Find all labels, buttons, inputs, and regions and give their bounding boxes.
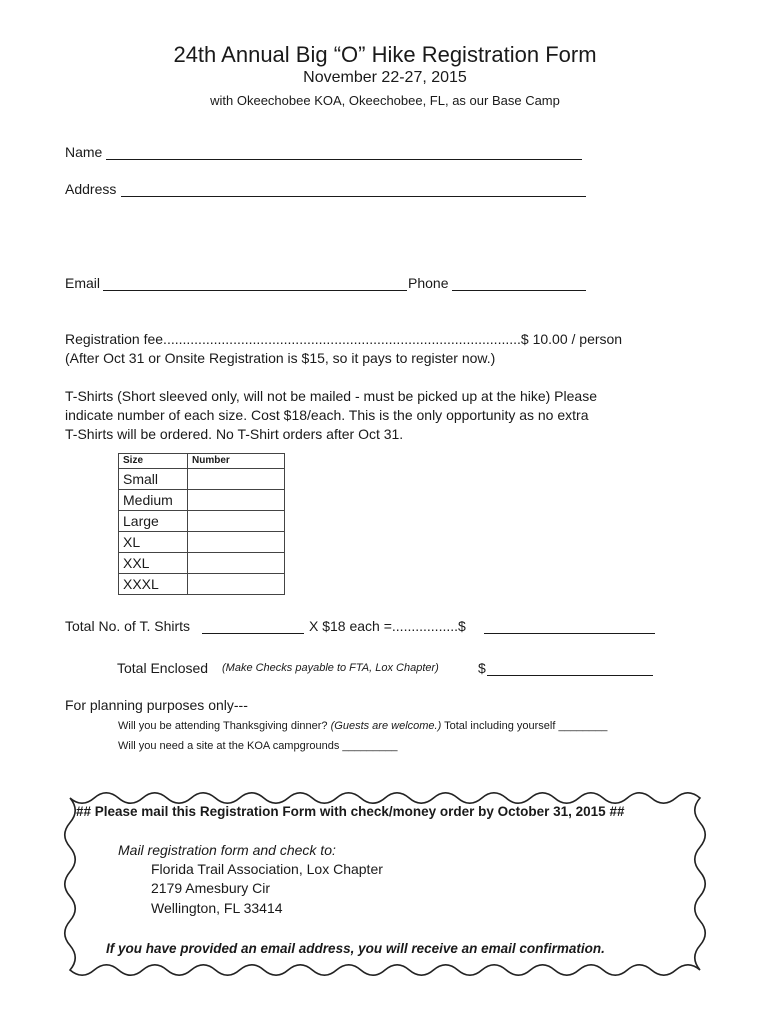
tshirt-desc-line: T-Shirts will be ordered. No T-Shirt orders after Oct 31. (65, 426, 404, 442)
address-label: Address (65, 181, 117, 197)
name-field[interactable] (106, 159, 582, 160)
table-row (119, 532, 285, 553)
table-header-row (119, 454, 285, 469)
dinner-count-blank: Total including yourself ________ (444, 720, 608, 732)
tshirt-desc-line: T-Shirts (Short sleeved only, will not be mailed - must be picked up at the hike) Please (65, 388, 597, 404)
page-title: 24th Annual Big “O” Hike Registration Form (173, 42, 597, 67)
shirts-total-field[interactable] (484, 633, 655, 634)
enclosed-dollar-sign: $ (478, 660, 486, 676)
address-field[interactable] (121, 196, 586, 197)
phone-label: Phone (408, 275, 449, 291)
table-row (119, 553, 285, 574)
phone-field[interactable] (452, 290, 586, 291)
size-cell: XXL (119, 553, 188, 574)
email-confirmation-note: If you have provided an email address, you will receive an email confirmation. (106, 941, 605, 956)
mail-address-line: 2179 Amesbury Cir (151, 880, 271, 896)
late-fee-note: (After Oct 31 or Onsite Registration is $15, so it pays to register now.) (65, 350, 496, 366)
quantity-input[interactable] (188, 469, 285, 490)
size-cell: XL (119, 532, 188, 553)
size-cell: Large (119, 511, 188, 532)
number-column-header: Number (188, 454, 285, 469)
mail-address-line: Wellington, FL 33414 (151, 900, 283, 916)
quantity-input[interactable] (188, 553, 285, 574)
table-row (119, 490, 285, 511)
quantity-input[interactable] (188, 490, 285, 511)
quantity-input[interactable] (188, 532, 285, 553)
total-shirts-field[interactable] (202, 633, 304, 634)
size-cell: XXXL (119, 574, 188, 595)
total-enclosed-field[interactable] (487, 675, 653, 676)
planning-heading: For planning purposes only--- (65, 697, 248, 713)
shirts-calc-text: X $18 each =.................$ (309, 618, 466, 634)
campsite-question: Will you need a site at the KOA campgrounds _________ (118, 740, 398, 752)
size-cell: Small (119, 469, 188, 490)
name-label: Name (65, 144, 103, 160)
mail-intro: Mail registration form and check to: (118, 842, 336, 858)
tshirt-size-table (118, 453, 285, 595)
email-label: Email (65, 275, 101, 291)
event-dates: November 22-27, 2015 (303, 69, 467, 86)
tshirt-desc-line: indicate number of each size. Cost $18/each. This is the only opportunity as no extra (65, 407, 589, 423)
guests-welcome-note: (Guests are welcome.) (330, 720, 442, 732)
check-payable-note: (Make Checks payable to FTA, Lox Chapter) (222, 662, 439, 674)
mail-deadline-headline: ## Please mail this Registration Form with check/money order by October 31, 2015 ## (76, 804, 625, 819)
quantity-input[interactable] (188, 574, 285, 595)
thanksgiving-question-text: Will you be attending Thanksgiving dinner? (118, 720, 328, 732)
table-row (119, 469, 285, 490)
size-cell: Medium (119, 490, 188, 511)
mail-address-line: Florida Trail Association, Lox Chapter (151, 861, 383, 877)
table-row (119, 574, 285, 595)
quantity-input[interactable] (188, 511, 285, 532)
size-column-header: Size (119, 454, 188, 469)
registration-fee: Registration fee............................................................................................$ 10.00 / person (65, 331, 623, 347)
table-row (119, 511, 285, 532)
base-camp-note: with Okeechobee KOA, Okeechobee, FL, as our Base Camp (210, 93, 560, 108)
total-shirts-label: Total No. of T. Shirts (65, 618, 191, 634)
total-enclosed-label: Total Enclosed (117, 660, 209, 676)
thanksgiving-question (118, 720, 607, 732)
email-field[interactable] (103, 290, 407, 291)
